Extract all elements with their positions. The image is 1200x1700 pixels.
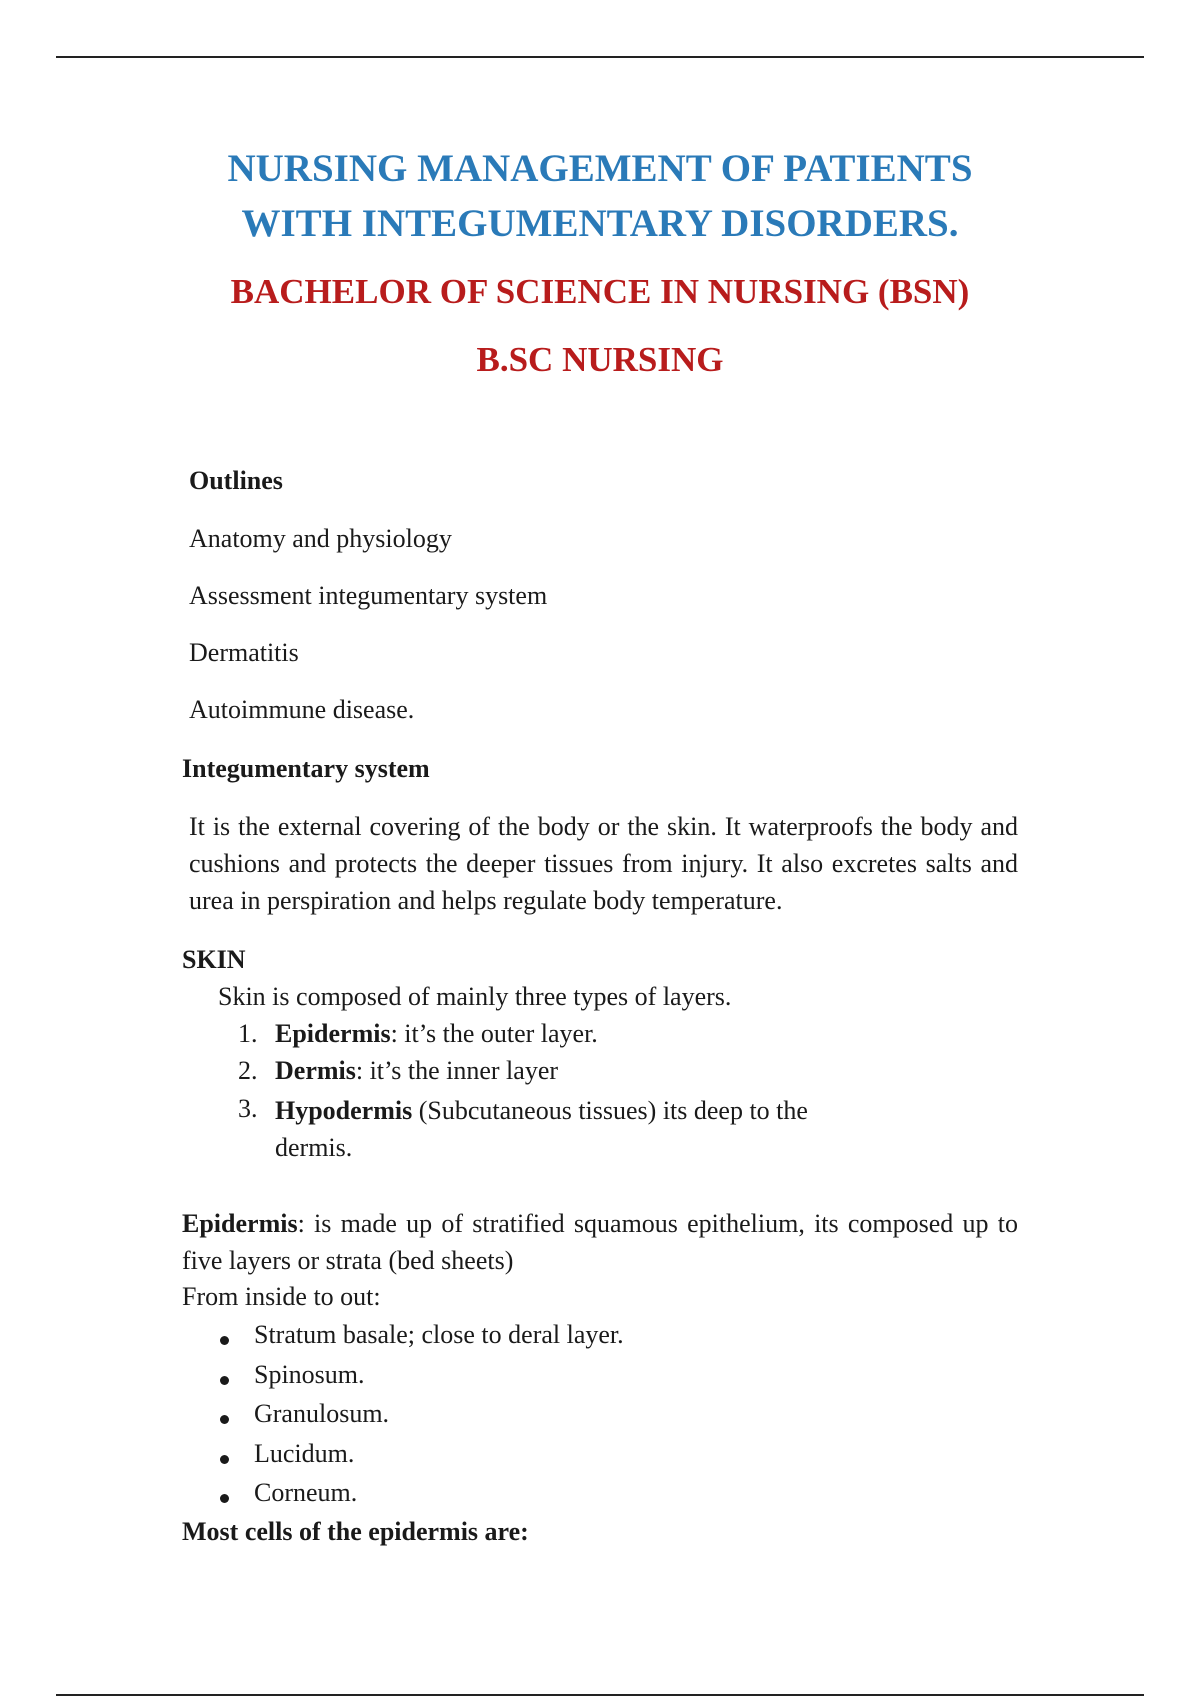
outline-item: Dermatitis [189,638,299,667]
outlines-heading: Outlines [189,466,283,495]
document-title [0,141,1200,251]
layer-item-dermis [275,1056,558,1086]
skin-heading: SKIN [182,945,246,974]
strata-item: Corneum. [254,1478,358,1507]
strata-item: Lucidum. [254,1439,355,1468]
epidermis-text: : is made up of stratified squamous epithelium, its composed up to five layers or strata (bed sheets) [182,1209,1018,1275]
top-rule [56,56,1144,58]
strata-item: Granulosum. [254,1399,390,1428]
layer-item-hypodermis [275,1092,865,1166]
bottom-rule [56,1694,1144,1696]
bullet-icon [220,1376,229,1385]
most-cells-heading: Most cells of the epidermis are: [182,1517,529,1546]
strata-item: Stratum basale; close to deral layer. [254,1320,624,1349]
title-line-1: NURSING MANAGEMENT OF PATIENTS [227,147,973,190]
epidermis-paragraph [182,1205,1018,1279]
layer-number: 1. [238,1019,258,1048]
layer-term: Hypodermis [275,1096,413,1125]
bullet-icon [220,1494,229,1503]
integumentary-paragraph: It is the external covering of the body or the skin. It waterproofs the body and cushions and protects the deeper tissues from injury. It also excretes salts and urea in perspiration and helps regulate body temperature. [189,812,1018,915]
program-title: B.SC NURSING [476,340,724,379]
layer-desc: (Subcutaneous tissues) its deep to the dermis. [275,1096,808,1162]
integumentary-heading: Integumentary system [182,754,430,783]
epidermis-term: Epidermis [182,1209,298,1238]
from-inside-label: From inside to out: [182,1282,381,1311]
outline-item: Assessment integumentary system [189,581,548,610]
layer-desc: : it’s the outer layer. [390,1019,598,1048]
bullet-icon [220,1455,229,1464]
layer-item-epidermis [275,1019,598,1049]
skin-intro: Skin is composed of mainly three types of layers. [218,982,732,1011]
title-line-2: WITH INTEGUMENTARY DISORDERS. [241,202,959,245]
layer-term: Epidermis [275,1019,391,1048]
bullet-icon [220,1415,229,1424]
bullet-icon [220,1336,229,1345]
outline-item: Autoimmune disease. [189,695,415,724]
layer-term: Dermis [275,1056,356,1085]
layer-number: 3. [238,1094,258,1123]
outline-item: Anatomy and physiology [189,524,452,553]
strata-item: Spinosum. [254,1360,365,1389]
layer-number: 2. [238,1056,258,1085]
degree-title: BACHELOR OF SCIENCE IN NURSING (BSN) [230,272,970,311]
layer-desc: : it’s the inner layer [355,1056,559,1085]
